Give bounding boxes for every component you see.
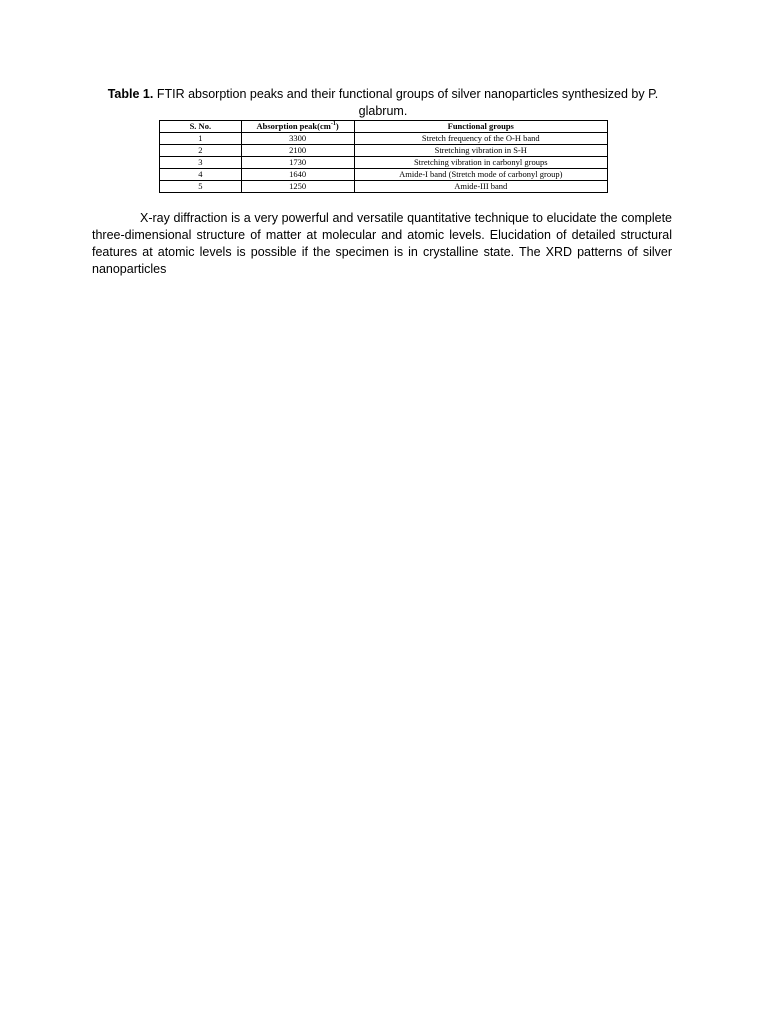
header-functional-groups: Functional groups: [354, 121, 608, 133]
body-paragraph: X-ray diffraction is a very powerful and versatile quantitative technique to elucidate the complete three-dimensional structure of matter at molecular and atomic levels. Elucidation of detailed structural features at atomic levels is possible if the specimen is in crystalline state. The XRD patterns of silver nanoparticles: [92, 211, 672, 276]
cell-group: Amide-III band: [354, 181, 608, 193]
table-row: [160, 145, 608, 157]
table-row: [160, 181, 608, 193]
table-header-row: [160, 121, 608, 133]
cell-sno: 2: [160, 145, 242, 157]
ftir-table: [159, 120, 608, 193]
cell-group: Amide-I band (Stretch mode of carbonyl group): [354, 169, 608, 181]
cell-sno: 5: [160, 181, 242, 193]
cell-peak: 1250: [241, 181, 354, 193]
cell-peak: 1730: [241, 157, 354, 169]
header-sno: S. No.: [160, 121, 242, 133]
header-peak-sup: -1: [330, 121, 336, 128]
cell-peak: 3300: [241, 133, 354, 145]
header-peak-prefix: Absorption peak(cm: [256, 121, 331, 131]
table-row: [160, 133, 608, 145]
cell-group: Stretching vibration in S-H: [354, 145, 608, 157]
table-row: [160, 169, 608, 181]
cell-sno: 4: [160, 169, 242, 181]
cell-group: Stretching vibration in carbonyl groups: [354, 157, 608, 169]
table-caption-label: Table 1.: [107, 87, 154, 101]
header-absorption-peak: [241, 121, 354, 133]
table-row: [160, 157, 608, 169]
cell-sno: 1: [160, 133, 242, 145]
cell-sno: 3: [160, 157, 242, 169]
cell-peak: 2100: [241, 145, 354, 157]
cell-peak: 1640: [241, 169, 354, 181]
table-caption-text: FTIR absorption peaks and their functional groups of silver nanoparticles synthesized by P. glabrum.: [156, 87, 659, 118]
cell-group: Stretch frequency of the O-H band: [354, 133, 608, 145]
table-caption: [95, 86, 671, 120]
header-peak-suffix: ): [335, 121, 339, 131]
